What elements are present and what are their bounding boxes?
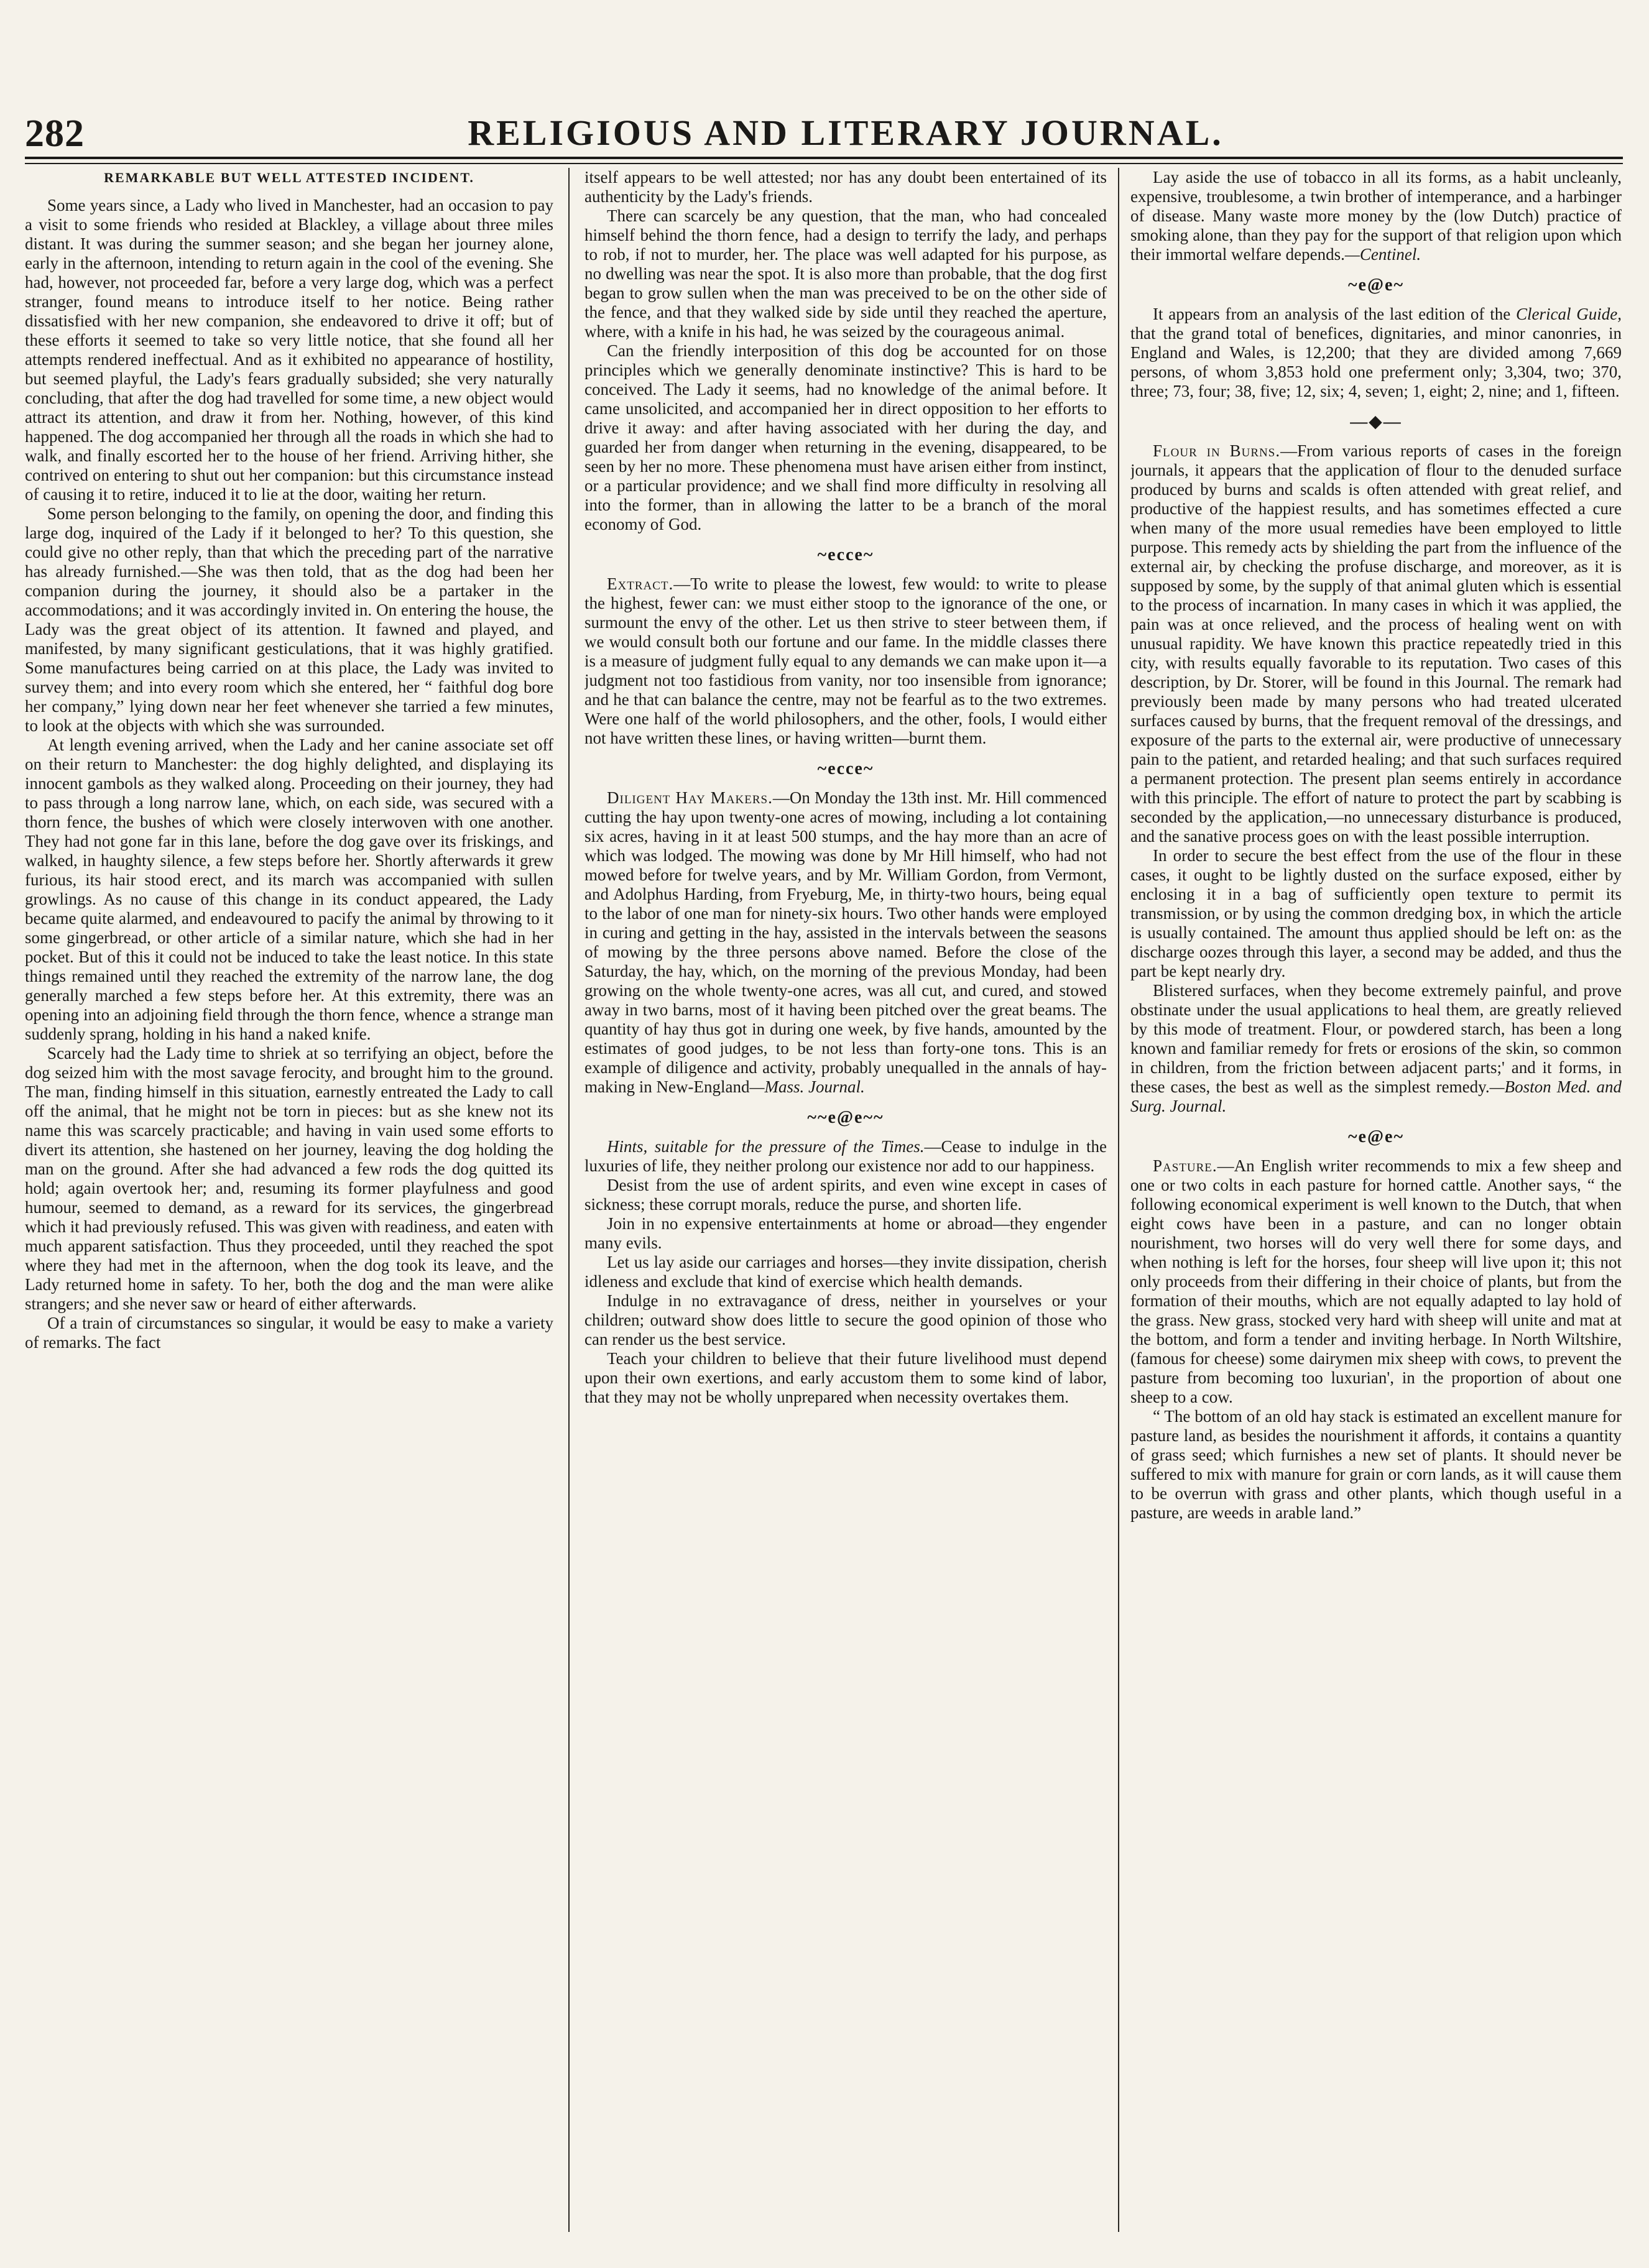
- paragraph: Of a train of circumstances so singular, it would be easy to make a variety of remarks. The fact: [25, 1314, 553, 1352]
- paragraph: Some years since, a Lady who lived in Manchester, had an occasion to pay a visit to some friends who resided at Blackley, a village about three miles distant. It was during the summer season; and she began her journey alone, early in the afternoon, intending to return again in the cool of the evening. She had, however, not proceeded far, before a very large dog, which was a perfect stranger, found means to introduce itself to her notice. Being rather dissatisfied with her new companion, she endeavored to drive it off; but of these efforts it seemed to take so very little notice, that she found all her attempts rendered ineffectual. And as it exhibited no appearance of hostility, but seemed playful, the Lady's fears gradually subsided; she very naturally concluding, that after the dog had travelled for some time, a new object would attract its attention, and draw it from her. Nothing, however, of this kind happened. The dog accompanied her through all the roads in which she had to walk, and finally escorted her to the house of her friend. Arriving hither, she contrived on entering to shut out her companion: but this circumstance instead of causing it to retire, induced it to lie at the door, waiting her return.: [25, 196, 553, 504]
- header-rule: [25, 157, 1623, 159]
- paragraph: “ The bottom of an old hay stack is estimated an excellent manure for pasture land, as besides the nourishment it affords, it contains a quantity of grass seed; which furnishes a new set of plants. It should never be suffered to mix with manure for grain or corn lands, as it will cause them to be overrun with grass and other plants, which though useful in a pasture, are weeds in arable land.”: [1130, 1407, 1622, 1522]
- article-body: —On Monday the 13th inst. Mr. Hill commenced cutting the hay upon twenty-one acres of mowing, including a lot containing six acres, having in it at least 500 stumps, and the hay more than an acre of which was lodged. The mowing was done by Mr Hill himself, who had not mowed before for twelve years, and by Mr. William Gordon, from Vermont, and Adolphus Harding, from Fryeburg, Me, in thirty-two hours, being equal to the labor of one man for ninety-six hours. Two other hands were employed in curing and getting in the hay, assisted in the intervals between the seasons of mowing by the three persons above named. Before the close of the Saturday, the hay, which, on the morning of the previous Monday, had been growing on the whole twenty-one acres, was all cut, and cured, and stowed away in two barns, most of it having been pitched over the great beams. The quantity of hay thus got in during one week, by five hands, amounted by the estimates of good judges, to be not less than forty-one tons. This is an example of diligence and activity, probably unequalled in the annals of hay-making in New-England: [584, 788, 1107, 1096]
- paragraph: There can scarcely be any question, that the man, who had concealed himself behind the thorn fence, had a design to terrify the lady, and perhaps to rob, if not to murder, her. The place was well adapted for his purpose, as no dwelling was near the spot. It is also more than probable, that the dog first began to grow sullen when the man was preceived to be on the other side of the fence, and that they walked side by side until they reached the aperture, where, with a knife in his had, he was seized by the courageous animal.: [584, 206, 1107, 341]
- paragraph: Join in no expensive entertainments at home or abroad—they engender many evils.: [584, 1214, 1107, 1252]
- page-header: [25, 112, 1623, 155]
- header-rule-thin: [25, 163, 1623, 164]
- paragraph: Some person belonging to the family, on opening the door, and finding this large dog, inquired of the Lady if it belonged to her? To this question, she could give no other reply, than that which the preceding part of the narrative has already furnished.—She was then told, that as the dog had been her companion during the journey, it should also be a partaker in the accommodations; and it was accordingly invited in. On entering the house, the Lady was the great object of its attention. It fawned and played, and manifested, by many significant gesticulations, that it was highly gratified. Some manufactures being carried on at this place, the Lady was invited to survey them; and into every room which she entered, her “ faithful dog bore her company,” lying down near her feet whenever she tarried a few minutes, to look at the objects with which she was surrounded.: [25, 504, 553, 735]
- column-3: [1130, 168, 1622, 2238]
- paragraph: [1130, 305, 1622, 401]
- ornament-divider: ~~e@e~~: [807, 1108, 884, 1127]
- column-2: [584, 168, 1107, 2238]
- article-body: —To write to please the lowest, few would: to write to please the highest, fewer can: we must either stoop to the ignorance of the one, or surmount the envy of the other. Let us then strive to steer between them, if we would consult both our fortune and our fame. In the middle classes there is a measure of judgment fully equal to any demands we can make upon it—a judgment not too fastidious from vanity, nor too insensible from ignorance; and he that can balance the centre, may not be fearful as to the two extremes. Were one half of the world philosophers, and the other, fools, I would either not have written these lines, or having written—burnt them.: [584, 574, 1107, 747]
- running-title: RELIGIOUS AND LITERARY JOURNAL.: [468, 113, 1224, 153]
- article-source: —Centinel.: [1344, 245, 1421, 264]
- ornament-divider: ~e@e~: [1347, 275, 1405, 295]
- ornament-divider: ~ecce~: [817, 759, 874, 778]
- article-source: —Mass. Journal.: [749, 1077, 865, 1096]
- page-number: 282: [25, 113, 85, 155]
- article-lead: Diligent Hay Makers.: [607, 788, 773, 807]
- italic-title: Clerical Guide,: [1515, 305, 1622, 323]
- paragraph-body: that the grand total of benefices, dignitaries, and minor canonries, in England and Wales, is 12,200; that they are divided among 7,669 persons, of whom 3,853 hold one preferment only; 3,304, two; 370, three; 73, four; 38, five; 12, six; 4, seven; 1, eight; 2, nine; and 1, fifteen.: [1130, 324, 1622, 400]
- ornament-divider: —◆—: [1350, 412, 1402, 431]
- column-divider: [1118, 168, 1119, 2232]
- article-body: —From various reports of cases in the foreign journals, it appears that the application of flour to the denuded surface produced by burns and scalds is often attended with great relief, and productive of the happiest results, and has sometimes effected a cure when many of the more usual remedies have been employed to little purpose. This remedy acts by shielding the part from the influence of the external air, by checking the profuse discharge, and moreover, as it is supposed by some, by the supply of that animal gluten which is essential to the process of incarnation. In many cases in which it was applied, the pain was at once relieved, and the process of healing went on with unusual rapidity. We have known this practice repeatedly tried in this city, with results equally favorable to its reputation. Two cases of this description, by Dr. Storer, will be found in this Journal. The remark had previously been made by many persons who had treated ulcerated surfaces caused by burns, that the frequent removal of the dressings, and exposure of the parts to the external air, were productive of unnecessary pain to the patient, and retarded healing; and that such surfaces required a permanent protection. The present plan seems entirely in accordance with this principle. The effort of nature to protect the part by scabbing is seconded by the application,—no unnecessary disturbance is produced, and the sanative process goes on with the least possible interruption.: [1130, 441, 1622, 846]
- ornament-divider: ~ecce~: [817, 545, 874, 565]
- paragraph: Desist from the use of ardent spirits, and even wine except in cases of sickness; these corrupt morals, reduce the purse, and shorten life.: [584, 1176, 1107, 1214]
- paragraph: Indulge in no extravagance of dress, neither in yourselves or your children; outward show does little to secure the good opinion of those who can render us the best service.: [584, 1291, 1107, 1348]
- paragraph-body: Lay aside the use of tobacco in all its forms, as a habit uncleanly, expensive, troublesome, a twin brother of intemperance, and a harbinger of disease. Many waste more money by the (low Dutch) practice of smoking alone, than they pay for the support of that religion upon which their immortal welfare depends.: [1130, 168, 1622, 264]
- article-lead: Flour in Burns.: [1153, 441, 1281, 460]
- article-lead: Extract.: [607, 574, 674, 593]
- article-source: —Boston Med. and Surg. Journal.: [1130, 1077, 1622, 1115]
- paragraph: [1130, 168, 1622, 264]
- article-hay-makers: [584, 788, 1107, 1097]
- paragraph: Teach your children to believe that their future livelihood must depend upon their own exertions, and early accustom them to some kind of labor, that they may not be wholly unprepared when necessity overtakes them.: [584, 1349, 1107, 1406]
- article-lead: Pasture.: [1153, 1156, 1217, 1175]
- paragraph-body: Blistered surfaces, when they become extremely painful, and prove obstinate under the usual applications to heal them, are greatly relieved by this mode of treatment. Flour, or powdered starch, has been a long known and familiar remedy for frets or erosions of the skin, so common in children, from the friction between adjacent parts;' and it forms, in these cases, the best as well as the simplest remedy.: [1130, 981, 1622, 1096]
- paragraph: Can the friendly interposition of this dog be accounted for on those principles which we generally denominate instinctive? This is hard to be conceived. The Lady it seems, had no knowledge of the animal before. It came unsolicited, and accompanied her in direct opposition to her efforts to drive it away: and after having associated with her during the day, and guarded her from danger when returning in the evening, disappeared, to be seen by her no more. These phenomena must have arisen either from instinct, or a particular providence; and we shall find more difficulty in resolving all into the former, than in allowing the latter to be a branch of the moral economy of God.: [584, 341, 1107, 533]
- article-flour: [1130, 441, 1622, 846]
- paragraph: [1130, 981, 1622, 1116]
- article-extract: [584, 574, 1107, 748]
- column-1: [25, 168, 553, 2238]
- article-hints: [584, 1137, 1107, 1176]
- paragraph: Let us lay aside our carriages and horses—they invite dissipation, cherish idleness and exclude that kind of exercise which health demands.: [584, 1253, 1107, 1291]
- ornament-divider: ~e@e~: [1347, 1127, 1405, 1146]
- paragraph: In order to secure the best effect from the use of the flour in these cases, it ought to be lightly dusted on the surface exposed, either by enclosing it in a bag of sufficiently open texture to permit its transmission, or by using the common dredging box, in which the article is usually contained. The amount thus applied should be left on: as the discharge oozes through this layer, a second may be added, and thus the part be kept nearly dry.: [1130, 846, 1622, 980]
- article-body: —Cease to indulge in the luxuries of life, they neither prolong our existence nor add to our happiness.: [584, 1137, 1107, 1175]
- article-title: REMARKABLE BUT WELL ATTESTED INCIDENT.: [104, 170, 474, 185]
- paragraph-body: It appears from an analysis of the last edition of the: [1153, 305, 1516, 323]
- paragraph: At length evening arrived, when the Lady and her canine associate set off on their return to Manchester: the dog highly delighted, and displaying its innocent gambols as they walked along. Proceeding on their journey, they had to pass through a long narrow lane, which, on each side, was secured with a thorn fence, the bushes of which were closely interwoven with one another. They had not gone far in this lane, before the dog gave over its friskings, and walked, in haughty silence, a few steps before her. Shortly afterwards it grew furious, its hair stood erect, and its march was accompanied with sullen growlings. As no cause of this change in its conduct appeared, the Lady became quite alarmed, and endeavoured to pacify the animal by throwing to it some gingerbread, or other article of a similar nature, which she had in her pocket. But of this it could not be induced to take the least notice. In this state things remained until they reached the extremity of the narrow lane, the dog generally marched a few steps before her. At this extremity, there was an opening into an adjoining field through the thorn fence, whence a strange man suddenly sprang, holding in his hand a naked knife.: [25, 735, 553, 1043]
- column-divider: [568, 168, 570, 2232]
- article-pasture: [1130, 1156, 1622, 1407]
- paragraph: itself appears to be well attested; nor has any doubt been entertained of its authenticity by the Lady's friends.: [584, 168, 1107, 206]
- article-lead: Hints, suitable for the pressure of the Times.: [607, 1137, 925, 1156]
- paragraph: Scarcely had the Lady time to shriek at so terrifying an object, before the dog seized him with the most savage ferocity, and brought him to the ground. The man, finding himself in this situation, earnestly entreated the Lady to call off the animal, that he might not be torn in pieces: but as she knew not its name this was scarcely practicable; and having in vain used some efforts to divert its attention, she hastened on her journey, leaving the dog holding the man on the ground. After she had advanced a few rods the dog quitted its hold; again overtook her; and, resuming its former playfulness and good humour, seemed to demand, as a reward for its services, the gingerbread which it had previously refused. This was given with readiness, and eaten with much apparent satisfaction. Thus they proceeded, until they reached the spot where they had met in the afternoon, when the dog took its leave, and the Lady returned home in safety. To her, both the dog and the man were alike strangers; and she never saw or heard of either afterwards.: [25, 1044, 553, 1313]
- article-body: —An English writer recommends to mix a few sheep and one or two colts in each pasture for horned cattle. Another says, “ the following economical experiment is well known to the Dutch, that when eight cows have been in a pasture, and can no longer obtain nourishment, two horses will do very well there for some days, and when nothing is left for the horses, four sheep will live upon it; this not only proceeds from their differing in their choice of plants, but from the formation of their mouths, which are not equally adapted to lay hold of the grass. New grass, stocked very hard with sheep will unite and mat at the bottom, and form a tender and inviting herbage. In North Wiltshire, (famous for cheese) some dairymen mix sheep with cows, to prevent the pasture from becoming too luxurian', in the proportion of about one sheep to a cow.: [1130, 1156, 1622, 1406]
